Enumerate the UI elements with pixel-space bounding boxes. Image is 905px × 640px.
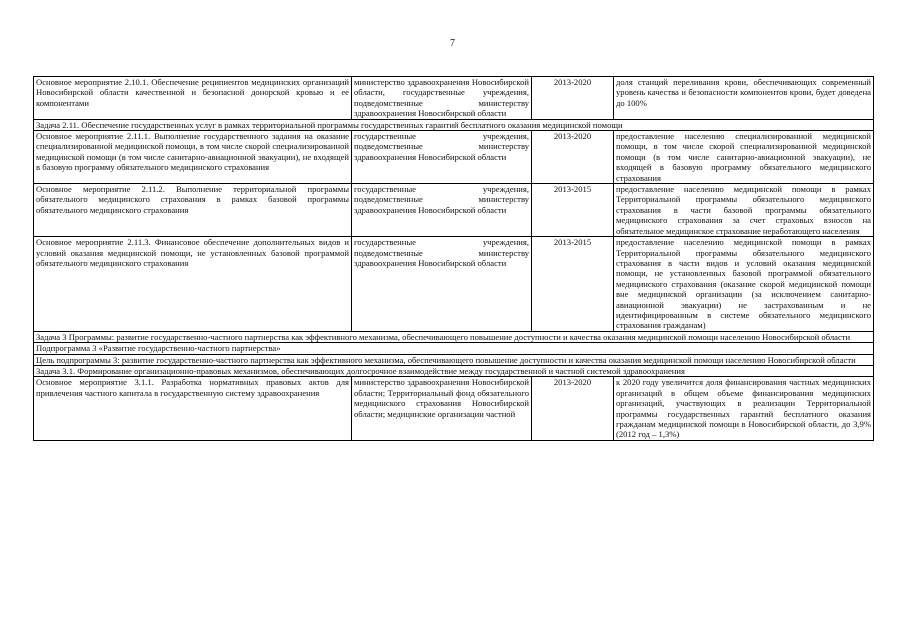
table-row [34,365,874,376]
executor-cell: государственные учреждения, подведомственные министерству здравоохранения Новосибирской области [352,131,532,184]
activity-cell: Основное мероприятие 2.11.2. Выполнение территориальной программы обязательного медицинского страхования в рамках базовой программы обязательного медицинского страхования [34,184,352,237]
table-row [34,184,874,237]
table-row [34,343,874,354]
section-header-cell: Подпрограмма 3 «Развитие государственно-частного партнерства» [34,343,874,354]
table-row [34,119,874,130]
period-cell: 2013-2015 [532,237,614,332]
program-activities-table [33,76,874,441]
result-cell: предоставление населению медицинской помощи в рамках Территориальной программы обязательного медицинского страхования в части видов и условий оказания медицинской помощи, не установленных базовой программой обязательного медицинского страхования (оказание скорой медицинской помощи вне медицинской организации (за исключением санитарно-авиационной эвакуации) не застрахованным и не идентифицированным в системе обязательного медицинского страхования гражданам) [614,237,874,332]
period-cell: 2013-2020 [532,77,614,120]
result-cell: предоставление населению медицинской помощи в рамках Территориальной программы обязательного медицинского страхования в части базовой программы обязательного медицинского страхования за счет страховых взносов на обязательное медицинское страхование неработающего населения [614,184,874,237]
executor-cell: министерство здравоохранения Новосибирской области; Территориальный фонд обязательного медицинского страхования Новосибирской области; медицинские организации частной [352,377,532,440]
section-header-cell: Задача 3 Программы: развитие государственно-частного партнерства как эффективного механизма, обеспечивающего повышение доступности и качества оказания медицинской помощи населению Новосибирской области [34,331,874,342]
table-row [34,77,874,120]
table-row [34,237,874,332]
table-row [34,131,874,184]
activity-cell: Основное мероприятие 3.1.1. Разработка нормативных правовых актов для привлечения частного капитала в государственную систему здравоохранения [34,377,352,440]
activity-cell: Основное мероприятие 2.11.3. Финансовое обеспечение дополнительных видов и условий оказания медицинской помощи, не установленных базовой программой обязательного медицинского страхования [34,237,352,332]
period-cell: 2013-2020 [532,377,614,440]
table-row [34,377,874,440]
executor-cell: министерство здравоохранения Новосибирской области, государственные учреждения, подведомственные министерству здравоохранения Новосибирской области [352,77,532,120]
result-cell: к 2020 году увеличится доля финансирования частных медицинских организаций в общем объеме финансирования медицинских организаций, участвующих в реализации Территориальной программы государственных гарантий бесплатного оказания гражданам медицинской помощи в Новосибирской области, до 3,9% (2012 год – 1,3%) [614,377,874,440]
section-header-cell: Цель подпрограммы 3: развитие государственно-частного партнерства как эффективного механизма, обеспечивающего повышение доступности и качества оказания медицинской помощи населению Новосибирской области [34,354,874,365]
page-number: 7 [450,38,455,49]
activity-cell: Основное мероприятие 2.11.1. Выполнение государственного задания на оказание специализированной медицинской помощи, в том числе скорой специализированной медицинской помощи (в том числе санитарно-авиационной эвакуации), не входящей в базовую программу обязательного медицинского страхования [34,131,352,184]
period-cell: 2013-2020 [532,131,614,184]
section-header-cell: Задача 3.1. Формирование организационно-правовых механизмов, обеспечивающих долгосрочное взаимодействие между государственной и частной системой здравоохранения [34,365,874,376]
executor-cell: государственные учреждения, подведомственные министерству здравоохранения Новосибирской области [352,237,532,332]
section-header-cell: Задача 2.11. Обеспечение государственных услуг в рамках территориальной программы государственных гарантий бесплатного оказания медицинской помощи [34,119,874,130]
period-cell: 2013-2015 [532,184,614,237]
table-row [34,354,874,365]
table-row [34,331,874,342]
result-cell: доля станций переливания крови, обеспечивающих современный уровень качества и безопасности компонентов крови, будет доведена до 100% [614,77,874,120]
result-cell: предоставление населению специализированной медицинской помощи, в том числе скорой специализированной медицинской помощи (в том числе санитарно-авиационной эвакуации), не входящей в базовую программу обязательного медицинского страхования [614,131,874,184]
activity-cell: Основное мероприятие 2.10.1. Обеспечение реципиентов медицинских организаций Новосибирской области качественной и безопасной донорской кровью и ее компонентами [34,77,352,120]
executor-cell: государственные учреждения, подведомственные министерству здравоохранения Новосибирской области [352,184,532,237]
